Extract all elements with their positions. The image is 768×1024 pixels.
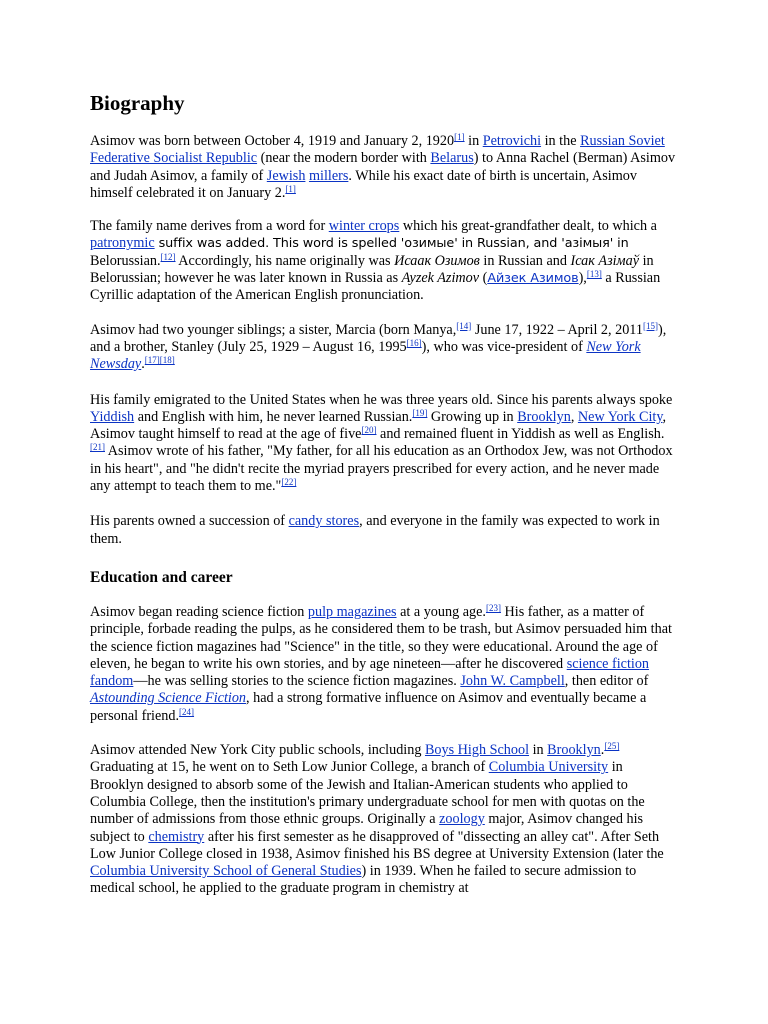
text: which his great-grandfather dealt, to which a: [399, 218, 657, 235]
link-millers[interactable]: millers: [308, 167, 349, 184]
citation[interactable]: [361, 425, 376, 435]
text: in Russian and: [479, 252, 571, 269]
link-chemistry[interactable]: chemistry: [148, 828, 205, 845]
text: a Russian Cyrillic adaptation of the American English pronunciation.: [90, 270, 661, 304]
citation[interactable]: [456, 321, 471, 331]
citation-link[interactable]: [12]: [160, 251, 176, 262]
link-rsfsr[interactable]: Russian Soviet Federative Socialist Republic: [90, 133, 665, 167]
section-heading-education: Education and career: [90, 568, 233, 586]
link-text[interactable]: New York Newsday: [90, 338, 641, 373]
citation[interactable]: [90, 442, 105, 452]
citation[interactable]: [161, 252, 176, 262]
link-pulp-magazines[interactable]: pulp magazines: [307, 603, 397, 620]
text: ), who was vice-president of: [421, 338, 587, 355]
text: Belorussian.: [90, 252, 161, 269]
text: suffix was added. This word is spelled 'озимые' in Russian, and 'азімыя' in: [154, 236, 629, 252]
link-winter-crops[interactable]: winter crops: [328, 218, 400, 235]
paragraph-siblings: [90, 322, 678, 374]
text: Asimov had two younger siblings; a sister, Marcia (born Manya,: [90, 321, 457, 338]
article-body: [90, 90, 678, 915]
text: June 17, 1922 – April 2, 2011: [471, 321, 643, 338]
citation-link[interactable]: [15]: [642, 320, 658, 331]
text: and English with him, he never learned Russian.: [134, 408, 413, 425]
name-russian: Исаак Озимов: [394, 252, 480, 269]
link-zoology[interactable]: zoology: [439, 811, 485, 828]
text: His parents owned a succession of: [90, 513, 289, 530]
text: major, Asimov changed his subject to: [90, 811, 644, 845]
text: ),: [578, 270, 587, 287]
citation[interactable]: [587, 269, 602, 279]
text: ) in 1939. When he failed to secure admission to medical school, he applied to the graduate program in chemistry at: [90, 863, 637, 897]
link-brooklyn[interactable]: Brooklyn: [517, 408, 571, 425]
citation-link[interactable]: [1]: [285, 183, 296, 194]
text: , then editor of: [564, 673, 649, 690]
text: ) to Anna Rachel (Berman) Asimov and Judah Asimov, a family of: [90, 150, 676, 184]
link-school-of-general-studies[interactable]: Columbia University School of General Studies: [90, 863, 362, 880]
citation-link[interactable]: [17][18]: [144, 355, 175, 366]
citation-link[interactable]: [19]: [412, 407, 428, 418]
citation[interactable]: [285, 184, 296, 194]
text: . While his exact date of birth is uncertain, Asimov himself celebrated it on January 2.: [90, 167, 637, 201]
text: His father, as a matter of principle, forbade reading the pulps, as he considered them to be trash, but Asimov persuaded him that the science fiction magazines had "Science" in the title, so they were educational. Around the age of eleven, he began to write his own stories, and by age nineteen—after he discovered: [90, 603, 672, 672]
citation[interactable]: [486, 603, 501, 613]
citation-link[interactable]: [13]: [586, 269, 602, 280]
link-candy-stores[interactable]: candy stores: [288, 513, 360, 530]
link-science-fiction-fandom[interactable]: science fiction fandom: [90, 655, 650, 690]
text: , had a strong formative influence on Asimov and eventually became a personal friend.: [90, 690, 647, 724]
link-yiddish[interactable]: Yiddish: [90, 408, 135, 425]
text: at a young age.: [396, 603, 486, 620]
text: .: [600, 742, 605, 759]
text: after his first semester as he disapproved of "dissecting an alley cat". After Seth Low Junior College closed in 1938, Asimov finished his BS degree at University Extension (later the: [90, 828, 664, 862]
citation-link[interactable]: [16]: [406, 337, 422, 348]
text: in the: [541, 133, 581, 149]
text: The family name derives from a word for: [90, 218, 329, 235]
link-new-york-city[interactable]: New York City: [577, 408, 663, 425]
text: Asimov was born between October 4, 1919 and January 2, 1920: [90, 133, 455, 149]
link-cyrillic-name[interactable]: Айзек Азимов: [487, 271, 579, 287]
citation[interactable]: [179, 707, 194, 717]
text: Growing up in: [427, 408, 518, 425]
paragraph-pulp-magazines: [90, 604, 678, 725]
text: and remained fluent in Yiddish as well as English.: [376, 426, 665, 443]
name-later: Ayzek Azimov: [401, 270, 480, 287]
citation-link[interactable]: [24]: [179, 706, 195, 717]
name-belorussian: Ісак Азімаў: [570, 252, 640, 269]
citation-link[interactable]: [21]: [90, 442, 105, 453]
citation-link[interactable]: [1]: [454, 132, 465, 142]
section-heading-biography: Biography: [90, 91, 185, 115]
citation[interactable]: [145, 355, 175, 365]
text: Asimov wrote of his father, "My father, for all his education as an Orthodox Jew, was not Orthodox in his heart", and "he didn't recite the myriad prayers prescribed for every action, and he never made any attempt to teach them to me.": [90, 443, 673, 495]
text: in: [464, 133, 483, 149]
link-text[interactable]: Astounding Science Fiction: [90, 690, 247, 707]
citation[interactable]: [643, 321, 658, 331]
text: in: [529, 742, 548, 759]
text: in Belorussian; however he was later known in Russia as: [90, 252, 654, 287]
citation-link[interactable]: [25]: [604, 741, 620, 752]
link-petrovichi[interactable]: Petrovichi: [482, 133, 542, 149]
citation[interactable]: [281, 477, 296, 487]
text: Asimov began reading science fiction: [90, 603, 308, 620]
text: —he was selling stories to the science fiction magazines.: [133, 673, 461, 690]
paragraph-family-name: [90, 218, 678, 304]
text: , Asimov taught himself to read at the age of five: [90, 408, 667, 443]
paragraph-schooling: [90, 742, 678, 898]
link-boys-high-school[interactable]: Boys High School: [424, 742, 530, 759]
link-belarus[interactable]: Belarus: [430, 150, 474, 167]
citation[interactable]: [412, 408, 427, 418]
text: (near the modern border with: [257, 150, 431, 167]
link-astounding-science-fiction[interactable]: [90, 690, 246, 706]
text: , and everyone in the family was expected to work in them.: [90, 513, 660, 547]
text: His family emigrated to the United States when he was three years old. Since his parents always spoke: [90, 391, 673, 408]
text: Graduating at 15, he went on to Seth Low Junior College, a branch of: [90, 759, 489, 776]
link-columbia-university[interactable]: Columbia University: [488, 759, 609, 776]
text: Accordingly, his name originally was: [175, 252, 395, 269]
text: (: [479, 270, 488, 287]
citation-link[interactable]: [14]: [456, 320, 472, 331]
text: .: [141, 356, 145, 373]
link-brooklyn[interactable]: Brooklyn: [547, 742, 601, 759]
paragraph-birth: [90, 133, 678, 202]
citation-link[interactable]: [22]: [281, 477, 297, 488]
link-patronymic[interactable]: patronymic: [90, 235, 155, 252]
link-john-w-campbell[interactable]: John W. Campbell: [460, 673, 565, 690]
paragraph-candy-stores: [90, 513, 678, 548]
citation-link[interactable]: [20]: [361, 425, 377, 436]
citation[interactable]: [604, 741, 619, 751]
paragraph-emigration: [90, 392, 678, 496]
citation[interactable]: [454, 132, 465, 142]
text: in Brooklyn designed to absorb some of the Jewish and Italian-American students who applied to Columbia College, then the institution's primary undergraduate school for men with quotas on the number of admissions from those ethnic groups. Originally a: [90, 759, 645, 828]
text: ,: [570, 408, 578, 425]
citation[interactable]: [407, 338, 422, 348]
link-jewish[interactable]: Jewish: [266, 167, 306, 184]
citation-link[interactable]: [23]: [485, 602, 501, 613]
text: ), and a brother, Stanley (July 25, 1929 – August 16, 1995: [90, 321, 667, 355]
text: Asimov attended New York City public schools, including: [90, 742, 425, 759]
